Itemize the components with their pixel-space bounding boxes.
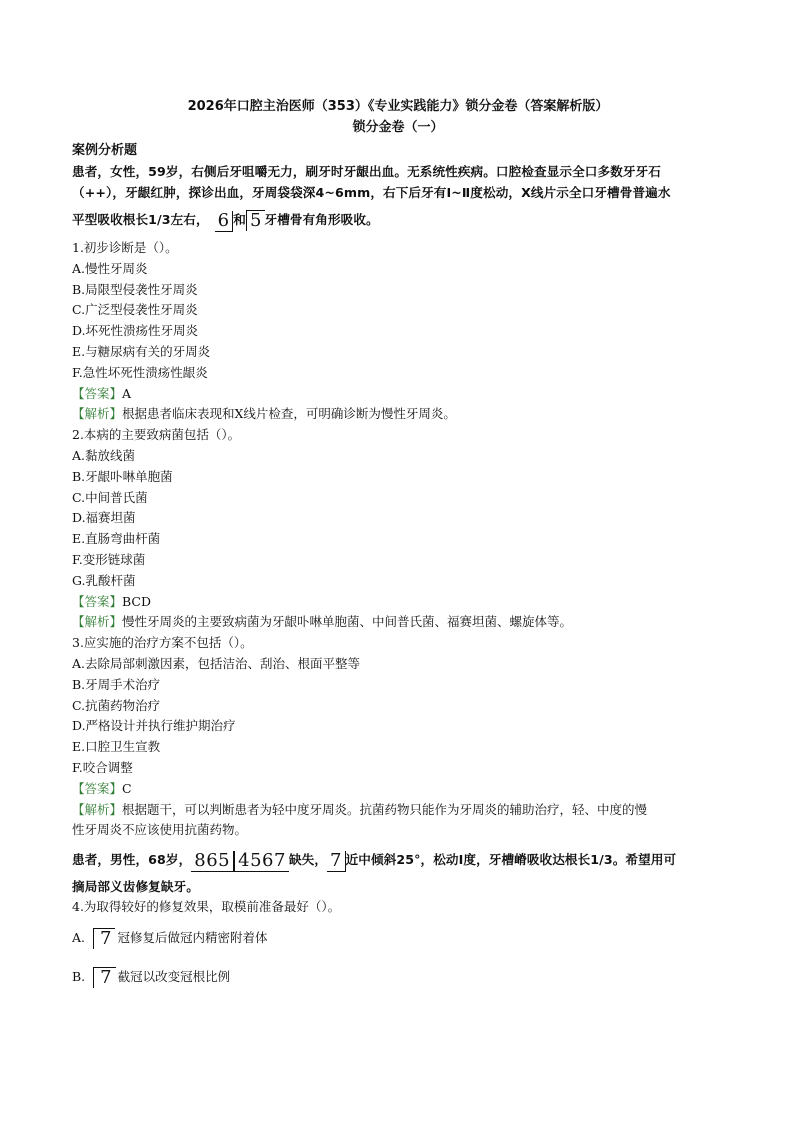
question-3 bbox=[72, 633, 724, 841]
analysis-tag: 【解析】 bbox=[72, 801, 123, 817]
case-2-mid-1: 缺失， bbox=[288, 852, 328, 868]
analysis-text: 慢性牙周炎的主要致病菌为牙龈卟啉单胞菌、中间普氏菌、福赛坦菌、螺旋体等。 bbox=[122, 614, 573, 630]
analysis-line bbox=[72, 404, 724, 425]
option: D.福赛坦菌 bbox=[72, 510, 136, 526]
analysis-line bbox=[72, 800, 724, 821]
question-3-stem: 3.应实施的治疗方案不包括（）。 bbox=[72, 635, 253, 651]
option bbox=[72, 967, 724, 988]
tooth-notation-a: 6 bbox=[215, 211, 234, 232]
option: F.急性坏死性溃疡性龈炎 bbox=[72, 364, 208, 380]
analysis-line-continued: 性牙周炎不应该使用抗菌药物。 bbox=[72, 822, 248, 838]
tooth-notation: 7 bbox=[93, 928, 115, 949]
option: C.广泛型侵袭性牙周炎 bbox=[72, 302, 198, 318]
answer-value: BCD bbox=[122, 593, 152, 609]
question-2-stem: 2.本病的主要致病菌包括（）。 bbox=[72, 427, 241, 443]
question-1-stem: 1.初步诊断是（）。 bbox=[72, 240, 178, 255]
option: C.抗菌药物治疗 bbox=[72, 697, 161, 713]
answer-tag: 【答案】 bbox=[72, 780, 123, 796]
option: B.牙周手术治疗 bbox=[72, 676, 161, 692]
case-2 bbox=[72, 849, 724, 897]
question-2 bbox=[72, 425, 724, 633]
case-2-line-2: 摘局部义齿修复缺牙。 bbox=[72, 879, 199, 895]
option: A.去除局部刺激因素，包括洁治、刮治、根面平整等 bbox=[72, 655, 361, 671]
document-page bbox=[72, 96, 724, 988]
question-4-stem: 4.为取得较好的修复效果，取模前准备最好（）。 bbox=[72, 899, 341, 915]
section-title: 案例分析题 bbox=[72, 143, 138, 158]
case-1-line-3 bbox=[72, 209, 724, 232]
option: B.局限型侵袭性牙周炎 bbox=[72, 281, 198, 297]
tooth-notation-upper-left: 4567 bbox=[234, 851, 289, 872]
option bbox=[72, 928, 724, 949]
case-1-line-3-post: 牙槽骨有角形吸收。 bbox=[264, 212, 379, 227]
answer-value: A bbox=[122, 385, 132, 401]
tooth-notation-b: 5 bbox=[246, 210, 265, 231]
option: D.严格设计并执行维护期治疗 bbox=[72, 718, 236, 734]
answer-tag: 【答案】 bbox=[72, 593, 123, 609]
case-2-line-1 bbox=[72, 849, 724, 872]
case-1 bbox=[72, 161, 724, 232]
option-label: A. bbox=[72, 930, 86, 946]
answer-line bbox=[72, 592, 724, 613]
option: A.黏放线菌 bbox=[72, 447, 136, 463]
option: F.变形链球菌 bbox=[72, 551, 146, 567]
case-1-line-2: （++），牙龈红肿，探诊出血，牙周袋袋深4~6mm，右下后牙有Ⅰ~Ⅱ度松动，X线片示全口牙槽骨普遍水 bbox=[72, 185, 671, 200]
option: B.牙龈卟啉单胞菌 bbox=[72, 468, 173, 484]
case-2-mid-2: 近中倾斜25°，松动Ⅰ度，牙槽嵴吸收达根长1/3。希望用可 bbox=[345, 852, 677, 868]
analysis-line bbox=[72, 612, 724, 633]
document-subtitle: 锁分金卷（一） bbox=[352, 120, 444, 135]
analysis-tag: 【解析】 bbox=[72, 406, 123, 422]
option: D.坏死性溃疡性牙周炎 bbox=[72, 323, 199, 339]
tooth-notation: 7 bbox=[93, 967, 115, 988]
answer-value: C bbox=[122, 780, 132, 796]
tooth-notation-c: 7 bbox=[327, 851, 346, 872]
analysis-text: 根据患者临床表现和X线片检查，可明确诊断为慢性牙周炎。 bbox=[122, 406, 456, 422]
analysis-tag: 【解析】 bbox=[72, 614, 123, 630]
case-1-line-1: 患者，女性，59岁，右侧后牙咀嚼无力，刷牙时牙龈出血。无系统性疾病。口腔检查显示全口多数牙牙石 bbox=[72, 164, 661, 179]
option: E.直肠弯曲杆菌 bbox=[72, 531, 161, 547]
option: G.乳酸杆菌 bbox=[72, 572, 136, 588]
option: A.慢性牙周炎 bbox=[72, 260, 148, 276]
tooth-notation-upper-right: 865 bbox=[191, 851, 234, 872]
case-1-line-3-pre: 平型吸收根长1/3左右， bbox=[72, 212, 209, 227]
question-1 bbox=[72, 238, 724, 425]
answer-tag: 【答案】 bbox=[72, 385, 123, 401]
analysis-text: 根据题干，可以判断患者为轻中度牙周炎。抗菌药物只能作为牙周炎的辅助治疗，轻、中度的慢 bbox=[122, 801, 648, 817]
document-title: 2026年口腔主治医师（353）《专业实践能力》锁分金卷（答案解析版） bbox=[187, 99, 609, 114]
option-text: 冠修复后做冠内精密附着体 bbox=[117, 930, 268, 946]
option-text: 截冠以改变冠根比例 bbox=[117, 969, 231, 985]
case-2-pre: 患者，男性，68岁， bbox=[72, 852, 192, 868]
option-label: B. bbox=[72, 969, 86, 985]
option: E.与糖尿病有关的牙周炎 bbox=[72, 343, 211, 359]
option: C.中间普氏菌 bbox=[72, 489, 148, 505]
option: E.口腔卫生宣教 bbox=[72, 739, 161, 755]
option: F.咬合调整 bbox=[72, 759, 133, 775]
question-4 bbox=[72, 897, 724, 988]
answer-line bbox=[72, 384, 724, 405]
case-1-line-3-mid: 和 bbox=[233, 212, 246, 227]
answer-line bbox=[72, 779, 724, 800]
